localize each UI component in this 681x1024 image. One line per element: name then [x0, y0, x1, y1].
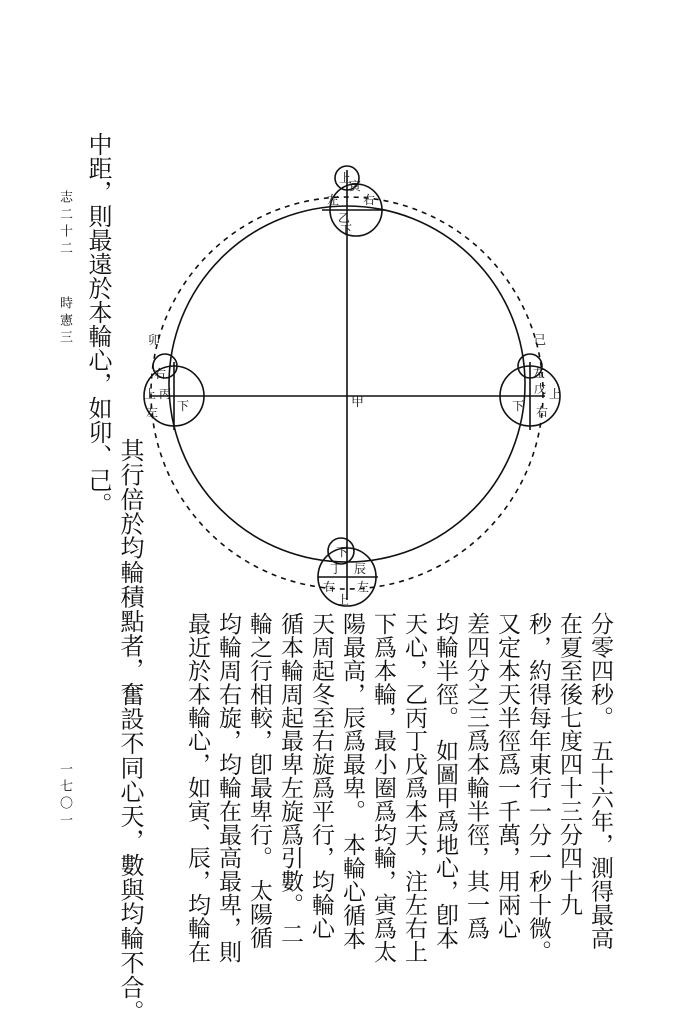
- label-left-bottom: 左: [146, 405, 159, 419]
- label-top-outer: 上: [339, 171, 352, 185]
- margin-section: 志二十二: [57, 190, 72, 258]
- label-bottom-left: 右: [323, 580, 336, 594]
- label-jia: 甲: [351, 395, 365, 410]
- label-right-right: 上: [549, 387, 562, 401]
- text-column-8: 下爲本輪，最小圈爲均輪，寅爲太: [370, 612, 396, 963]
- label-left-left: 上: [144, 387, 157, 401]
- text-column-9-b: 本輪心循本: [339, 832, 365, 950]
- label-wu: 戊: [534, 382, 547, 396]
- label-ding: 丁: [330, 562, 343, 576]
- text-column-11: [278, 612, 301, 946]
- text-column-13: 均輪周右旋，均輪在最高最卑，則: [215, 612, 241, 963]
- text-column-12-a: 輪之行相較，卽最卑行。: [246, 612, 272, 870]
- text-column-4: 又定本天半徑爲一千萬，用兩心: [494, 612, 520, 940]
- label-ji: 己: [534, 333, 547, 347]
- label-yi: 乙: [338, 211, 351, 225]
- text-column-15: 其行倍於均輪積點者，奮設不同心天，數與均輪不合。: [116, 438, 144, 1024]
- label-bottom-lower: 左: [357, 580, 370, 594]
- text-column-12-b: 太陽循: [246, 879, 272, 950]
- text-column-11-b: 二: [277, 922, 303, 946]
- text-column-2: 在夏至後七度四十三分四十九: [556, 612, 582, 917]
- label-bottom-bottom: 上: [337, 593, 350, 607]
- text-column-6: [433, 612, 456, 950]
- label-top-right: 右: [363, 193, 376, 207]
- text-column-6-a: 均輪半徑。: [432, 612, 458, 729]
- label-top-bottom: 下: [340, 223, 353, 237]
- text-column-9-a: 陽最高，辰爲最卑。: [339, 612, 365, 823]
- text-column-14: 最近於本輪心，如寅、辰，均輪在: [184, 612, 210, 963]
- label-top-left: 左: [327, 193, 340, 207]
- label-right-upper: 左: [533, 366, 546, 380]
- label-left-right: 下: [177, 399, 190, 413]
- text-column-3: 秒，約得每年東行一分一秒十微。: [525, 612, 551, 963]
- label-mao: 卯: [148, 333, 161, 347]
- label-yin: 寅: [349, 179, 362, 193]
- label-bing: 丙: [159, 387, 172, 401]
- label-left-upper: 右: [154, 367, 167, 381]
- text-column-11-a: 循本輪周起最卑左旋爲引數。: [277, 612, 303, 917]
- text-column-1-a: 分零四秒。: [587, 612, 613, 729]
- text-column-7: 天心，乙丙丁戊爲本天，注左右上: [401, 612, 427, 963]
- text-column-1-b: 五十六年，測得最高: [587, 739, 613, 950]
- text-column-1: [588, 612, 611, 950]
- label-bottom-top: 下: [336, 545, 349, 559]
- page-number: 一七〇一: [57, 762, 72, 830]
- text-column-9: [340, 612, 363, 950]
- label-chen: 辰: [354, 562, 367, 576]
- text-column-10: 天周起冬至右旋爲平行，均輪心: [308, 612, 334, 940]
- text-column-5: 差四分之三爲本輪半徑，其一爲: [463, 612, 489, 940]
- text-column-12: [247, 612, 270, 950]
- margin-chapter: 時憲三: [57, 296, 72, 347]
- label-right-bottom: 右: [536, 405, 549, 419]
- text-column-6-b: 如圖甲爲地心，卽本: [432, 739, 458, 950]
- text-head-column: 中距，則最遠於本輪心，如卯、己。: [84, 132, 112, 516]
- label-right-left: 下: [512, 399, 525, 413]
